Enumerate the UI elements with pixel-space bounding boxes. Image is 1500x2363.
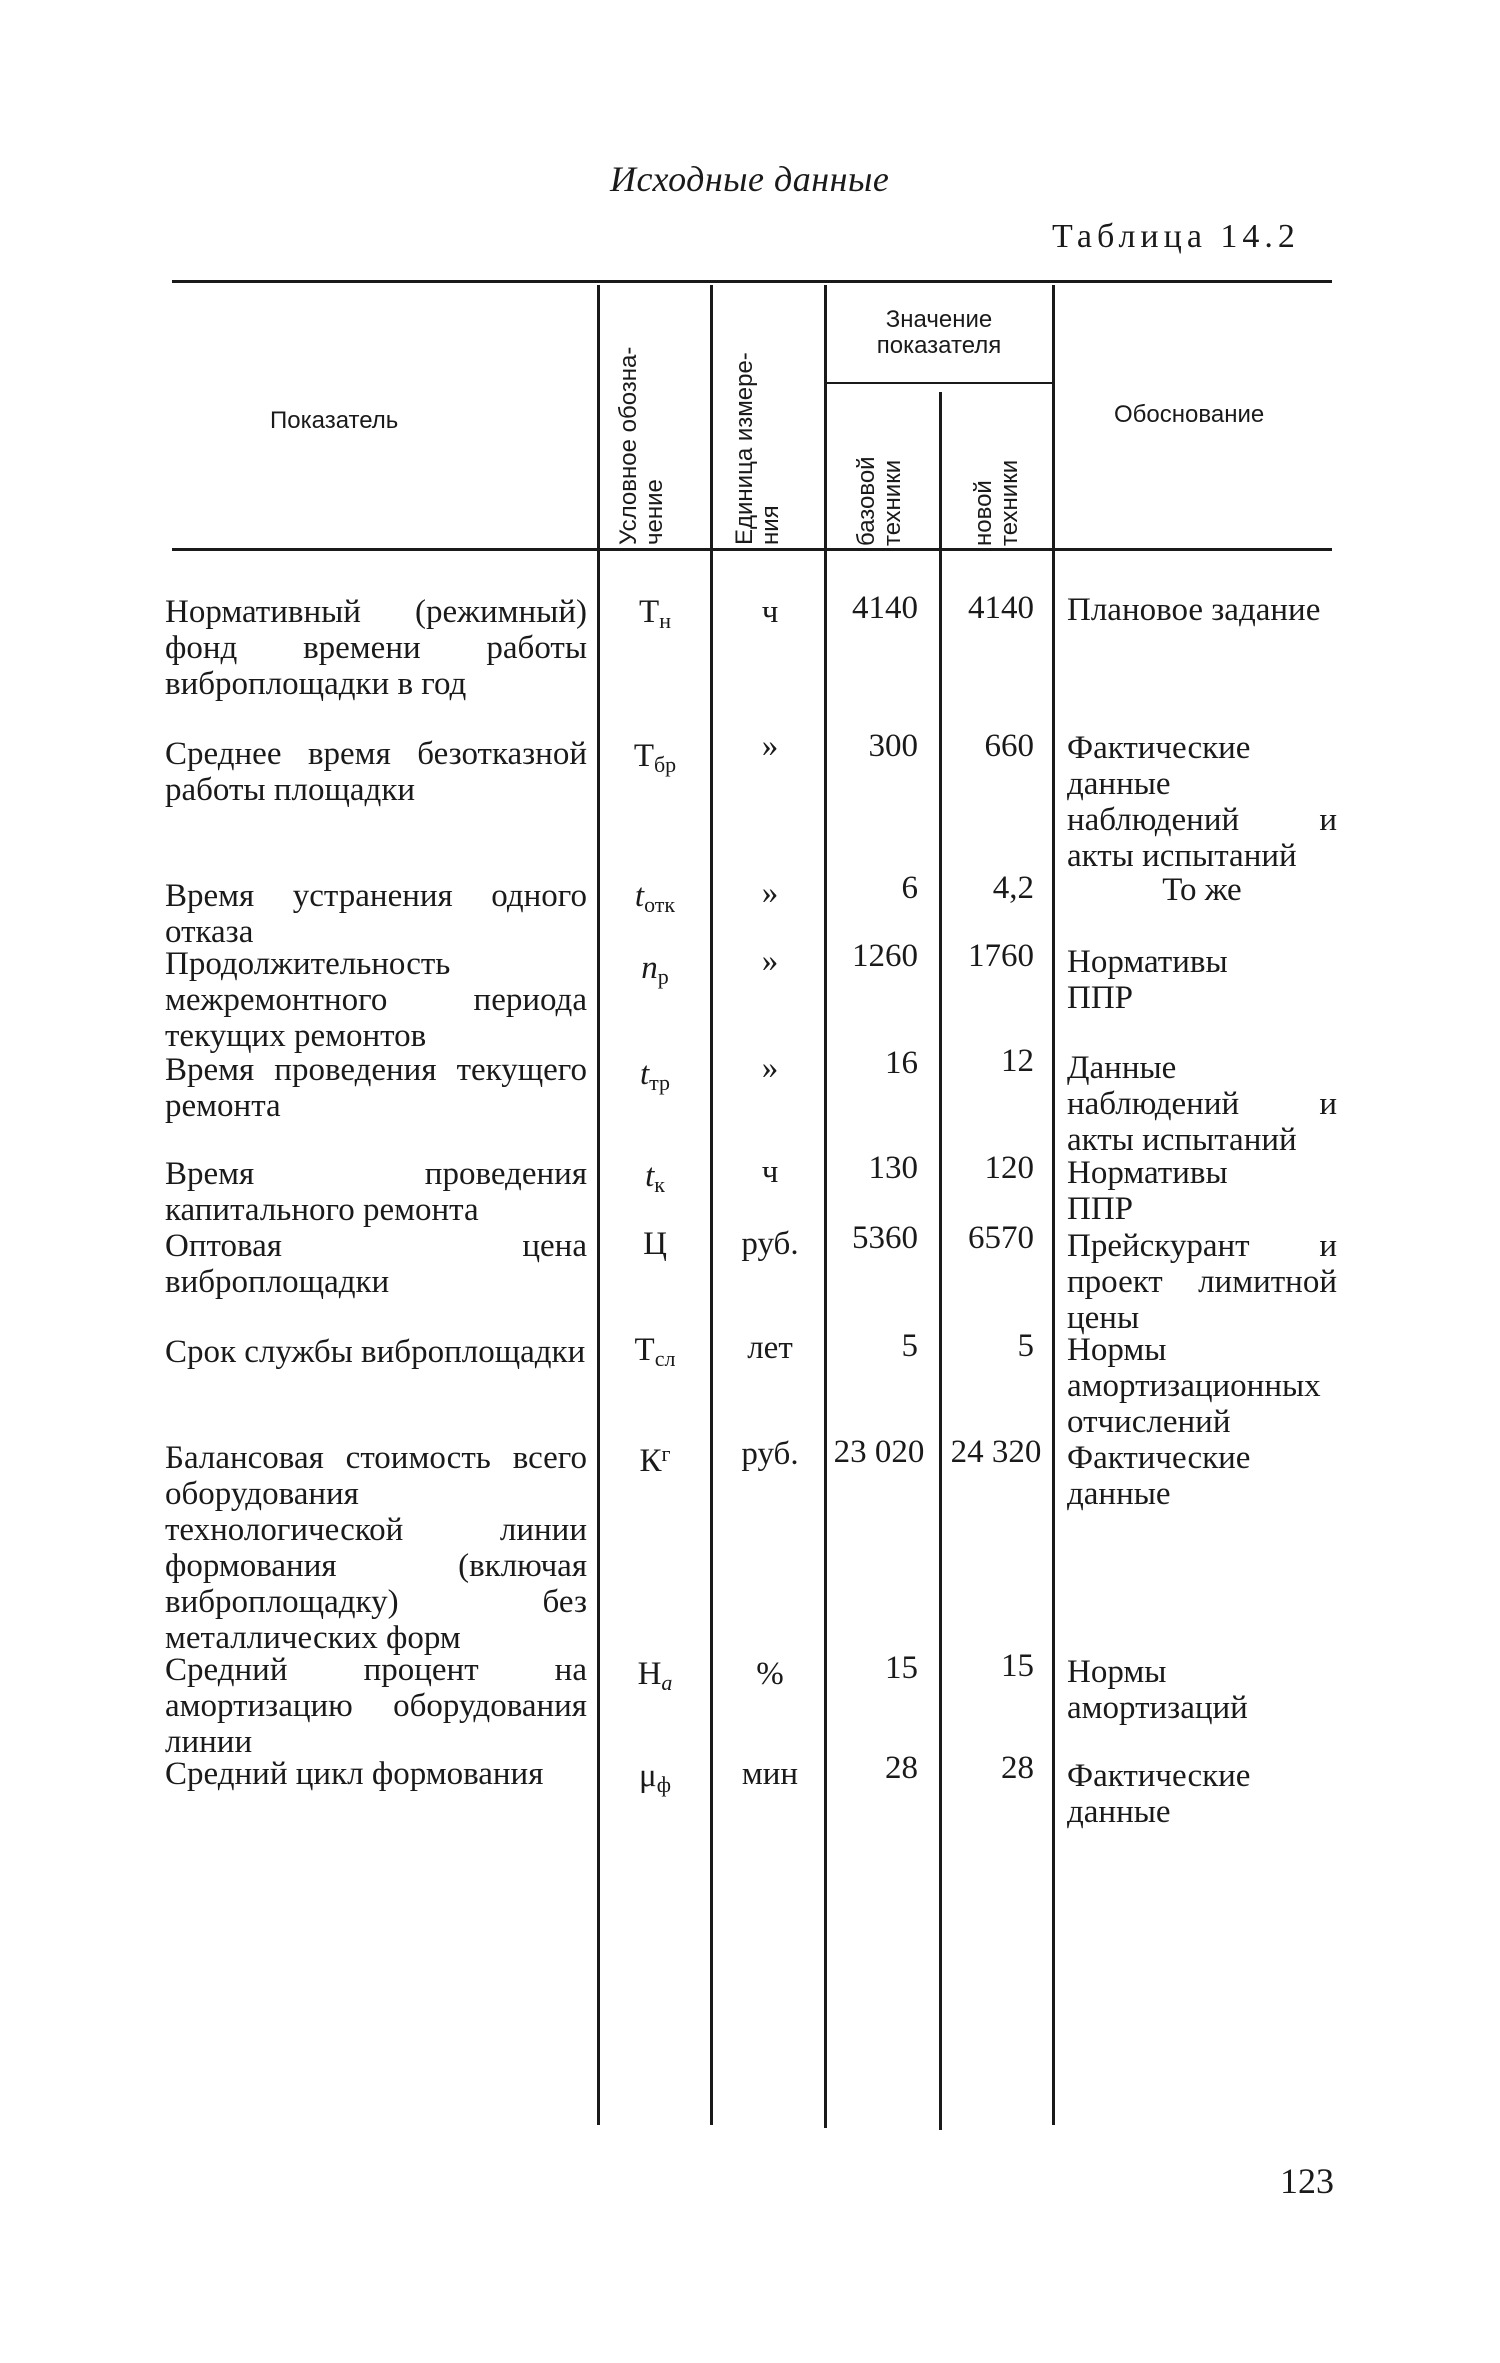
header-value-group: Значение показателя bbox=[876, 306, 1002, 359]
table-row-new-value: 4,2 bbox=[992, 870, 1034, 906]
table-row-unit: % bbox=[756, 1656, 784, 1692]
table-row-unit: » bbox=[761, 1050, 779, 1086]
column-divider bbox=[1052, 285, 1055, 2125]
top-rule bbox=[172, 280, 1332, 283]
table-row-justification: Нормы амортизационных отчислений bbox=[1067, 1332, 1321, 1440]
table-row-base-value: 16 bbox=[885, 1045, 918, 1081]
table-row-justification: Нормативы ППР bbox=[1067, 944, 1228, 1016]
table-row-new-value: 12 bbox=[1001, 1043, 1034, 1079]
table-row-unit: » bbox=[761, 943, 779, 979]
table-row-justification: Фактические данные bbox=[1067, 1440, 1251, 1512]
table-number: Таблица 14.2 bbox=[1052, 218, 1300, 255]
table-row-justification: Данные наблюдений и акты испытаний bbox=[1067, 1050, 1337, 1158]
table-row-indicator: Средний цикл формования bbox=[165, 1756, 544, 1792]
table-row-base-value: 28 bbox=[885, 1750, 918, 1786]
table-row-justification: Прейскурант и проект лимитной цены bbox=[1067, 1228, 1337, 1336]
table-row-symbol: $К^г$ bbox=[639, 1441, 671, 1479]
header-unit: Единица измере- ния bbox=[731, 352, 784, 545]
table-row-base-value: 1260 bbox=[852, 938, 918, 974]
table-row-new-value: 28 bbox=[1001, 1750, 1034, 1786]
table-row-unit: мин bbox=[741, 1756, 799, 1792]
table-row-base-value: 5 bbox=[901, 1328, 918, 1364]
table-row-unit: ч bbox=[761, 594, 779, 630]
table-row-unit: » bbox=[761, 728, 779, 764]
table-row-indicator: Среднее время безотказной работы площадки bbox=[165, 736, 587, 808]
table-row-indicator: Нормативный (режимный) фонд времени работы виброплощадки в год bbox=[165, 594, 587, 702]
table-row-indicator: Время проведения капитального ремонта bbox=[165, 1156, 587, 1228]
table-caption: Исходные данные bbox=[610, 159, 890, 199]
table-row-justification: Фактические данные наблюдений и акты испытаний bbox=[1067, 730, 1337, 874]
table-row-symbol: Ц bbox=[643, 1226, 667, 1262]
table-row-justification: Нормативы ППР bbox=[1067, 1155, 1228, 1227]
table-row-symbol: $n_р$ bbox=[641, 950, 669, 989]
table-row-base-value: 23 020 bbox=[833, 1434, 925, 1470]
table-row-symbol: $Т_{бр}$ bbox=[633, 738, 677, 777]
table-row-symbol: $Т_н$ bbox=[639, 594, 671, 633]
table-row-base-value: 6 bbox=[901, 870, 918, 906]
table-row-unit: руб. bbox=[741, 1226, 799, 1262]
table-row-justification: Нормы амортизаций bbox=[1067, 1654, 1248, 1726]
value-group-rule bbox=[826, 382, 1052, 384]
header-new: новой техники bbox=[970, 459, 1023, 546]
header-bottom-rule bbox=[172, 548, 1332, 551]
table-row-base-value: 5360 bbox=[852, 1220, 918, 1256]
column-divider bbox=[597, 285, 600, 2125]
table-row-unit: лет bbox=[747, 1330, 793, 1366]
table-row-indicator: Продолжительность межремонтного периода текущих ремонтов bbox=[165, 946, 587, 1054]
table-row-symbol: $t_к$ bbox=[645, 1158, 665, 1197]
table-row-new-value: 120 bbox=[984, 1150, 1034, 1186]
table-row-symbol: $Н_a$ bbox=[637, 1656, 673, 1695]
table-row-justification: Плановое задание bbox=[1067, 592, 1321, 628]
header-base: базовой техники bbox=[853, 456, 906, 546]
column-divider bbox=[824, 285, 827, 2128]
table-row-new-value: 15 bbox=[1001, 1648, 1034, 1684]
table-row-indicator: Средний процент на амортизацию оборудования линии bbox=[165, 1652, 587, 1760]
table-row-base-value: 130 bbox=[868, 1150, 918, 1186]
column-divider bbox=[710, 285, 713, 2125]
table-row-indicator: Оптовая цена виброплощадки bbox=[165, 1228, 587, 1300]
table-row-unit: ч bbox=[761, 1154, 779, 1190]
table-row-symbol: $t_{отк}$ bbox=[634, 878, 676, 917]
table-row-symbol: $Т_{сл}$ bbox=[634, 1332, 676, 1371]
table-row-indicator: Балансовая стоимость всего оборудования технологической линии формования (включая виброплощадку) без металлических форм bbox=[165, 1440, 587, 1656]
table-row-symbol: $t_{тр}$ bbox=[639, 1056, 671, 1095]
table-row-new-value: 24 320 bbox=[950, 1434, 1042, 1470]
table-row-new-value: 6570 bbox=[968, 1220, 1034, 1256]
table-row-new-value: 660 bbox=[984, 728, 1034, 764]
table-row-base-value: 4140 bbox=[852, 590, 918, 626]
header-justification: Обоснование bbox=[1114, 401, 1265, 428]
table-row-new-value: 5 bbox=[1017, 1328, 1034, 1364]
table-row-base-value: 300 bbox=[868, 728, 918, 764]
table-row-unit: руб. bbox=[741, 1436, 799, 1472]
table-row-justification: То же bbox=[1162, 872, 1242, 908]
table-row-new-value: 4140 bbox=[968, 590, 1034, 626]
table-row-symbol: $\mu_ф$ bbox=[639, 1758, 671, 1797]
header-indicator: Показатель bbox=[270, 407, 399, 434]
page-number: 123 bbox=[1280, 2161, 1334, 2201]
table-row-unit: » bbox=[761, 875, 779, 911]
table-row-base-value: 15 bbox=[885, 1650, 918, 1686]
header-symbol: Условное обозна- чение bbox=[615, 346, 668, 545]
table-row-indicator: Время устранения одного отказа bbox=[165, 878, 587, 950]
table-row-indicator: Время проведения текущего ремонта bbox=[165, 1052, 587, 1124]
table-row-new-value: 1760 bbox=[968, 938, 1034, 974]
column-divider bbox=[939, 392, 942, 2130]
table-row-justification: Фактические данные bbox=[1067, 1758, 1251, 1830]
table-row-indicator: Срок службы виброплощадки bbox=[165, 1334, 586, 1370]
